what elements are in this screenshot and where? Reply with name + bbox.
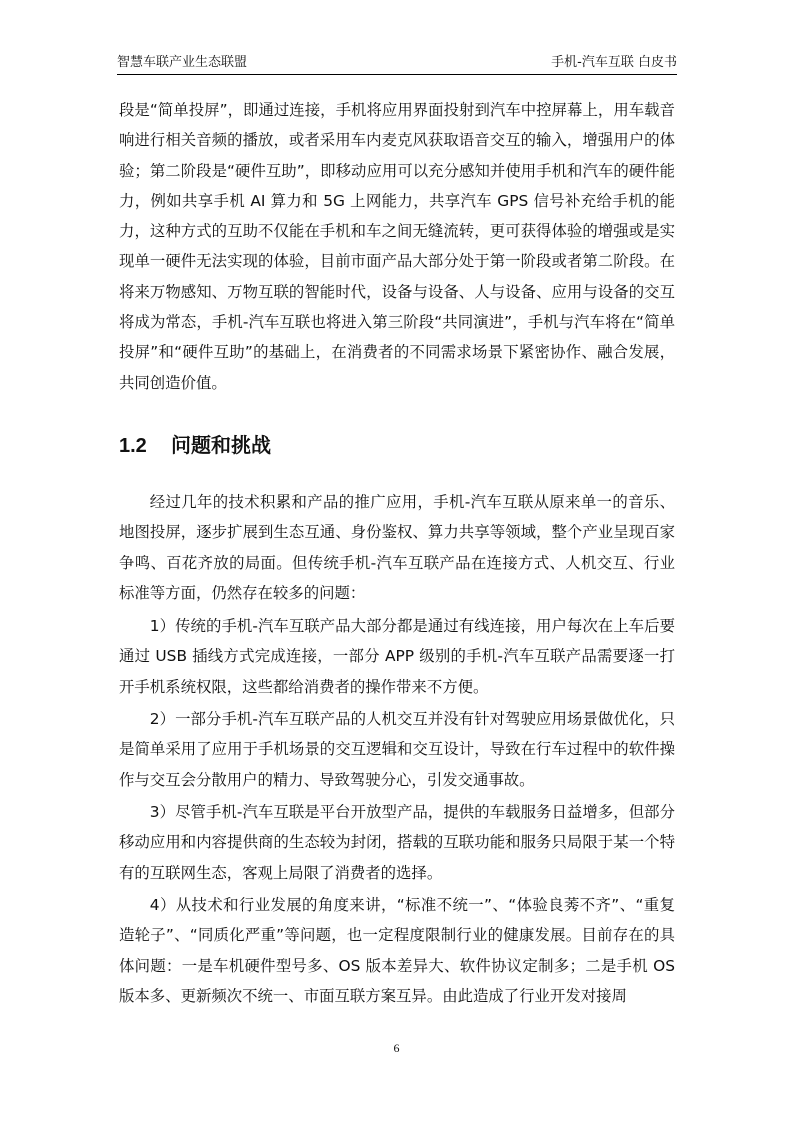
header-divider: [117, 74, 677, 75]
header-doc-title: 手机-汽车互联 白皮书: [551, 55, 677, 70]
section-heading: [119, 428, 271, 463]
list-item: 1）传统的手机-汽车互联产品大部分都是通过有线连接，用户每次在上车后要通过 USB 插线方式完成连接，一部分 APP 级别的手机-汽车互联产品需要逐一打开手机系统权限，这些都给消费者的操作带来不方便。: [119, 617, 675, 696]
list-item: 2）一部分手机-汽车互联产品的人机交互并没有针对驾驶应用场景做优化，只是简单采用了应用于手机场景的交互逻辑和交互设计，导致在行车过程中的软件操作与交互会分散用户的精力、导致驾驶分心，引发交通事故。: [119, 710, 675, 789]
section-title: 问题和挑战: [171, 433, 271, 457]
list-item: 3）尽管手机-汽车互联是平台开放型产品，提供的车载服务日益增多，但部分移动应用和内容提供商的生态较为封闭，搭载的互联功能和服务只局限于某一个特有的互联网生态，客观上局限了消费者的选择。: [119, 803, 675, 882]
page-header: [117, 52, 677, 76]
page-number: 6: [393, 1041, 400, 1055]
header-org-name: 智慧车联产业生态联盟: [117, 55, 248, 70]
body-paragraph: 段是“简单投屏”，即通过连接，手机将应用界面投射到汽车中控屏幕上，用车载音响进行相关音频的播放，或者采用车内麦克风获取语音交互的输入，增强用户的体验；第二阶段是“硬件互助”，即移动应用可以充分感知并使用手机和汽车的硬件能力，例如共享手机 AI 算力和 5G 上网能力，共享汽车 GPS 信号补充给手机的能力，这种方式的互助不仅能在手机和车之间无缝流转，更可获得体验的增强或是实现单一硬件无法实现的体验，目前市面产品大部分处于第一阶段或者第二阶段。在将来万物感知、万物互联的智能时代，设备与设备、人与设备、应用与设备的交互将成为常态，手机-汽车互联也将进入第三阶段“共同演进”，手机与汽车将在“简单投屏”和“硬件互助”的基础上，在消费者的不同需求场景下紧密协作、融合发展，共同创造价值。: [119, 101, 675, 392]
body-paragraph: 经过几年的技术积累和产品的推广应用，手机-汽车互联从原来单一的音乐、地图投屏，逐步扩展到生态互通、身份鉴权、算力共享等领域，整个产业呈现百家争鸣、百花齐放的局面。但传统手机-汽车互联产品在连接方式、人机交互、行业标准等方面，仍然存在较多的问题：: [119, 493, 675, 602]
section-number: 1.2: [119, 435, 147, 457]
list-item: 4）从技术和行业发展的角度来讲，“标准不统一”、“体验良莠不齐”、“重复造轮子”、“同质化严重”等问题，也一定程度限制行业的健康发展。目前存在的具体问题：一是车机硬件型号多、OS 版本差异大、软件协议定制多；二是手机 OS 版本多、更新频次不统一、市面互联方案互异。由此造成了行业开发对接周: [119, 896, 675, 1005]
